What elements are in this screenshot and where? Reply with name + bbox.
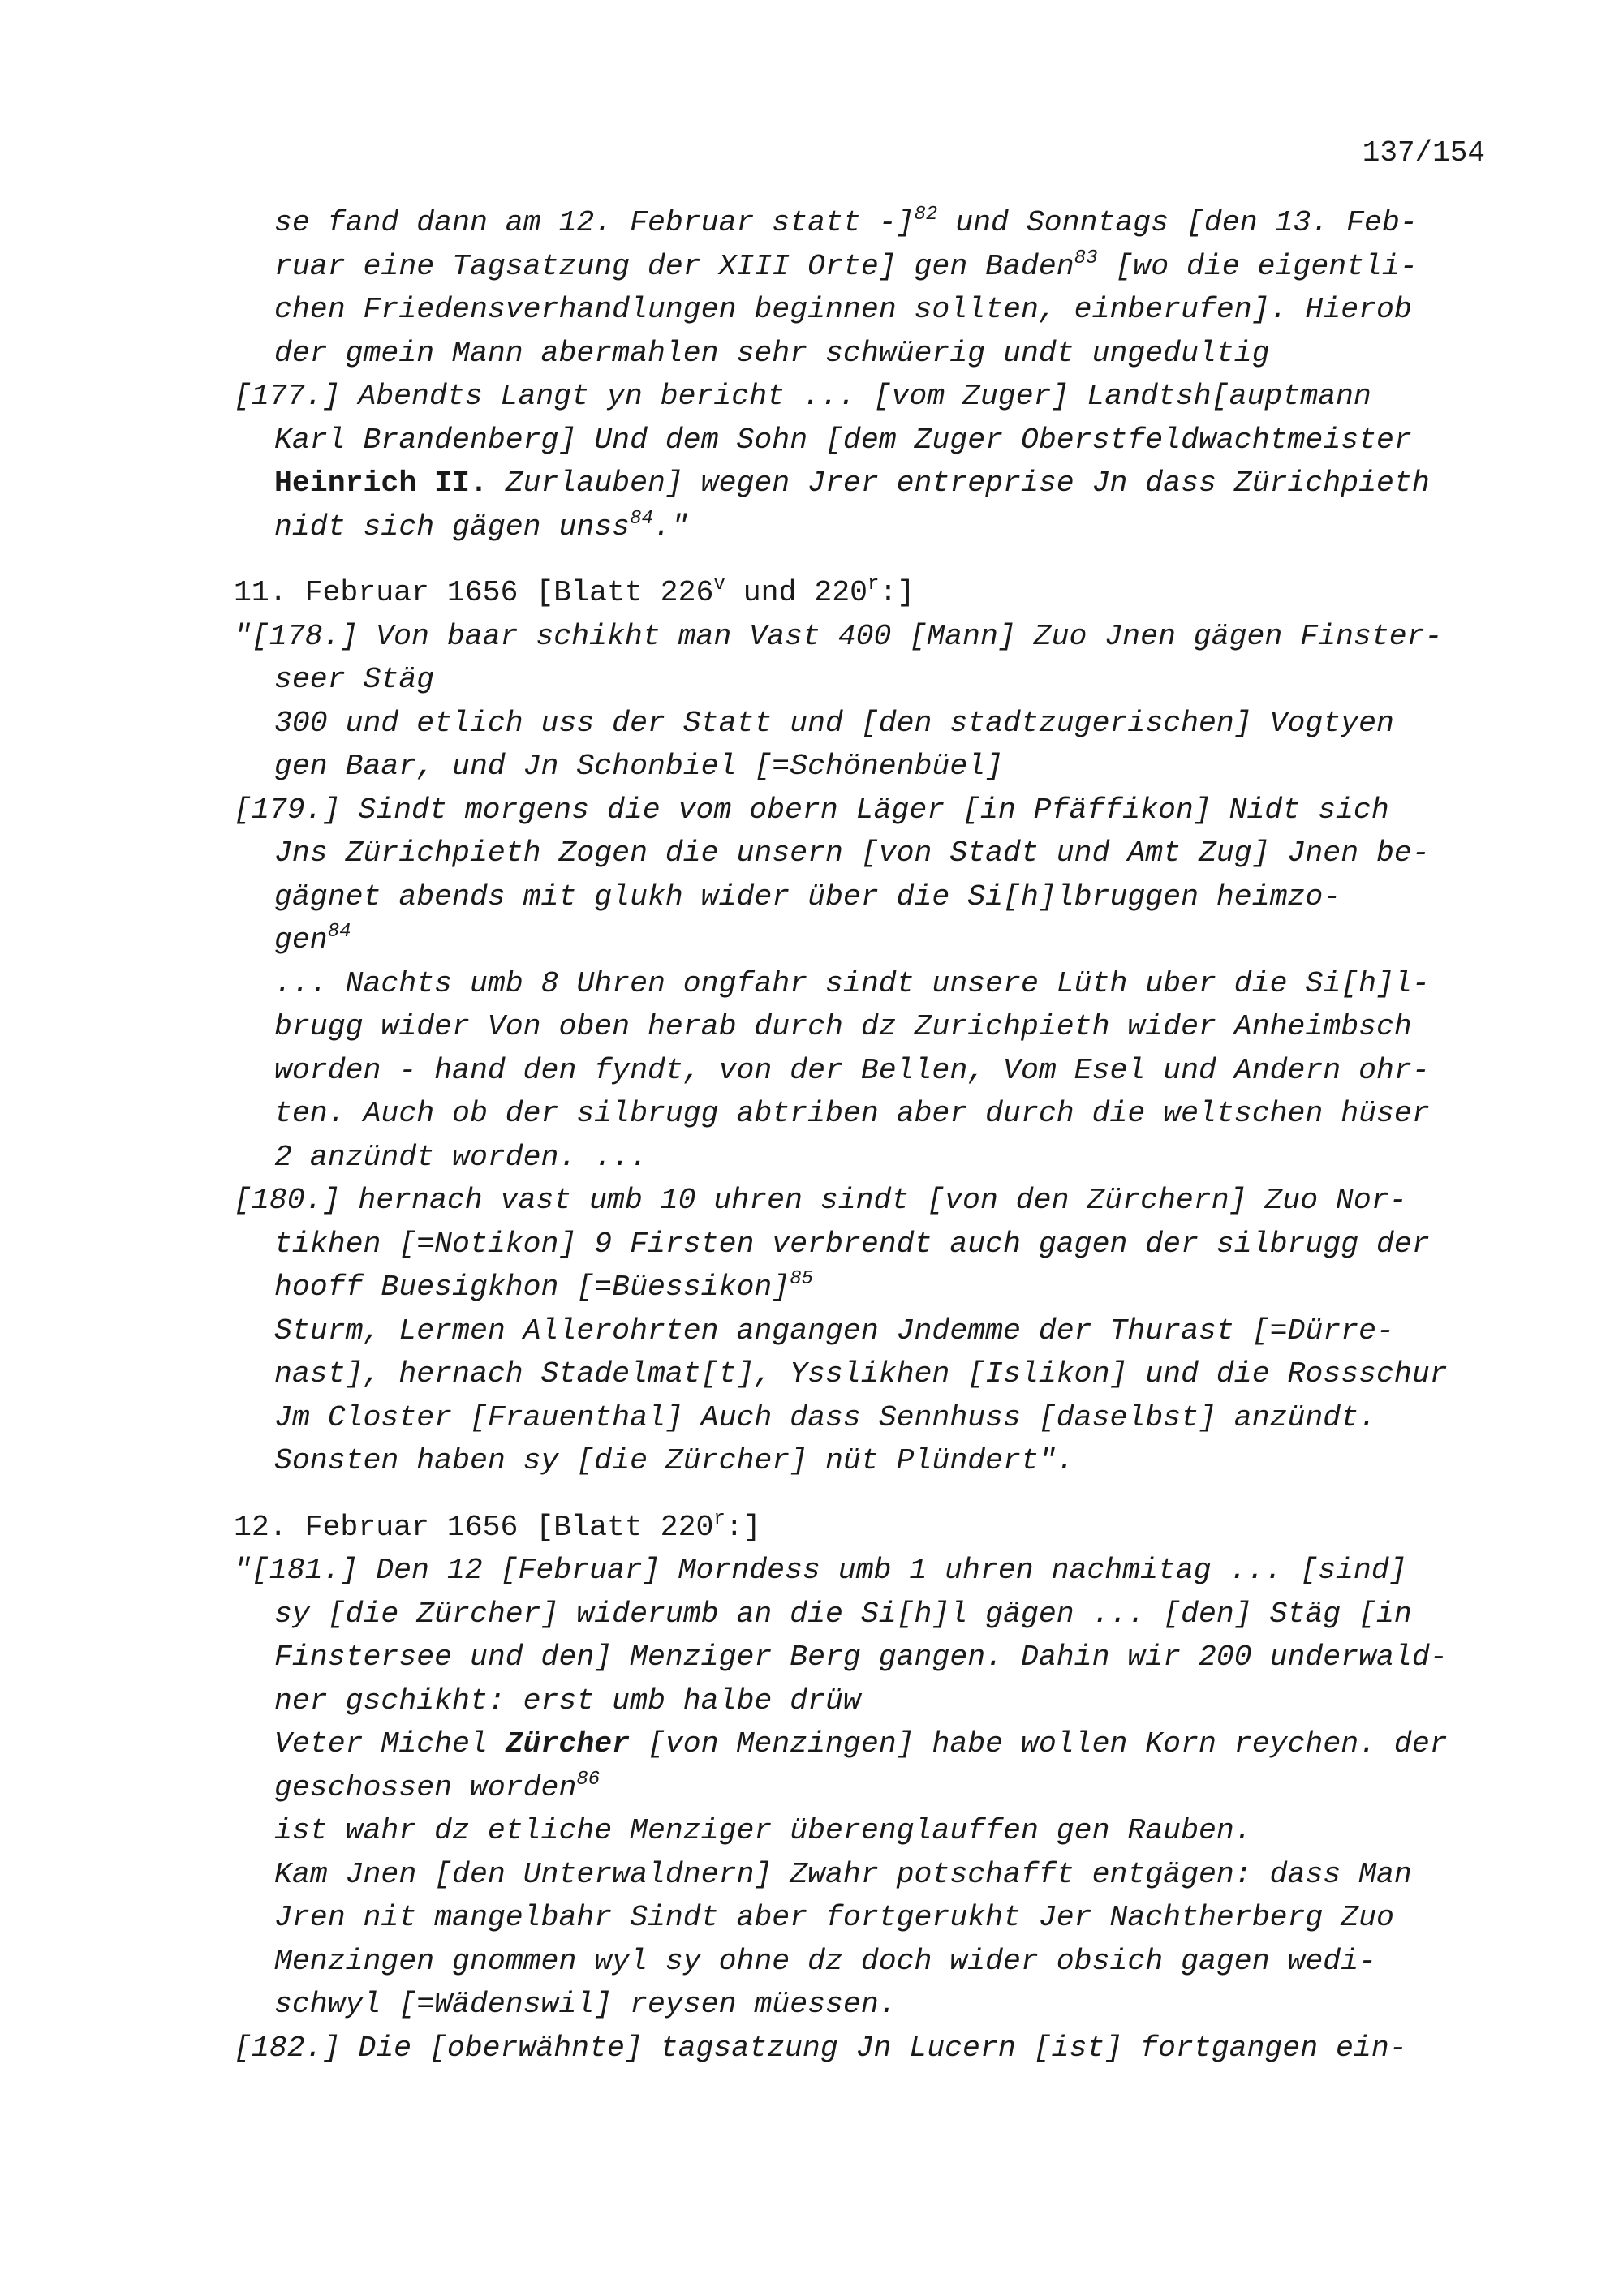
text-line: Sonsten haben sy [die Zürcher] nüt Plündert".	[274, 1444, 1074, 1477]
footnote-ref: 84	[327, 921, 351, 943]
entry-line: "[181.] Den 12 [Februar] Morndess umb 1 uhren nachmitag ... [sind]	[234, 1554, 1407, 1587]
date-heading: 11. Februar 1656 [Blatt 226$^v$ und 220$^r$:]	[234, 574, 915, 609]
text-line: Menzingen gnommen wyl sy ohne dz doch wider obsich gagen wedi-	[274, 1944, 1377, 1978]
text-line: ner gschikht: erst umb halbe drüw	[274, 1683, 861, 1718]
bold-name: Zürcher	[505, 1727, 631, 1761]
text-line: schwyl [=Wädenswil] reysen müessen.	[274, 1988, 897, 2021]
entry-line: [180.] hernach vast umb 10 uhren sindt [von den Zürchern] Zuo Nor-	[234, 1184, 1407, 1217]
footnote-ref: 84	[630, 507, 653, 530]
text-line: ... Nachts umb 8 Uhren ongfahr sindt unsere Lüth uber die Si[h]l-	[274, 966, 1430, 1000]
entry-line: "[178.] Von baar schikht man Vast 400 [Mann] Zuo Jnen gägen Finster-	[234, 619, 1443, 653]
date-heading: 12. Februar 1656 [Blatt 220$^r$:]	[234, 1507, 761, 1544]
entry-line: [179.] Sindt morgens die vom obern Läger [in Pfäffikon] Nidt sich	[234, 793, 1389, 827]
footnote-ref: 83	[1074, 247, 1098, 269]
text-line: nidt sich gägen unss$^{84}$."	[274, 507, 689, 544]
text-line: Sturm, Lermen Allerohrten angangen Jndemme der Thurast [=Dürre-	[274, 1314, 1394, 1348]
text-line: 2 anzündt worden. ...	[274, 1140, 648, 1174]
text-line: 300 und etlich uss der Statt und [den stadtzugerischen] Vogtyen	[274, 706, 1394, 740]
text-line: brugg wider Von oben herab durch dz Zurichpieth wider Anheimbsch	[274, 1010, 1412, 1043]
text-line: hooff Buesigkhon [=Büessikon]$^{85}$	[274, 1268, 814, 1304]
text-line: Karl Brandenberg] Und dem Sohn [dem Zuger Oberstfeldwachtmeister	[274, 423, 1412, 457]
text-line: ten. Auch ob der silbrugg abtriben aber durch die weltschen hüser	[274, 1097, 1430, 1130]
text-line: tikhen [=Notikon] 9 Firsten verbrendt auch gagen der silbrugg der	[274, 1227, 1430, 1261]
text-line: Kam Jnen [den Unterwaldnern] Zwahr potschafft entgägen: dass Man	[274, 1857, 1412, 1891]
text-line: Heinrich II. Zurlauben] wegen Jrer entreprise Jn dass Zürichpieth	[274, 467, 1430, 500]
text-line: Jns Zürichpieth Zogen die unsern [von Stadt und Amt Zug] Jnen be-	[274, 836, 1430, 870]
bold-name: Heinrich II.	[274, 467, 488, 500]
text-line: seer Stäg	[274, 663, 435, 696]
text-line: se fand dann am 12. Februar statt -]$^{82}$ und Sonntags [den 13. Feb-	[274, 204, 1418, 239]
footnote-ref: 85	[790, 1268, 814, 1290]
text-line: chen Friedensverhandlungen beginnen sollten, einberufen]. Hierob	[274, 293, 1412, 326]
text-line: Jm Closter [Frauenthal] Auch dass Sennhuss [daselbst] anzündt.	[274, 1400, 1377, 1434]
entry-line: [182.] Die [oberwähnte] tagsatzung Jn Lucern [ist] fortgangen ein-	[234, 2031, 1407, 2065]
text-line: ruar eine Tagsatzung der XIII Orte] gen Baden$^{83}$ [wo die eigentli-	[274, 247, 1418, 283]
text-line: nast], hernach Stadelmat[t], Ysslikhen [Islikon] und die Rossschur	[274, 1357, 1448, 1391]
document-body	[234, 201, 1500, 2070]
text-line: geschossen worden$^{86}$	[274, 1768, 601, 1804]
text-line: der gmein Mann abermahlen sehr schwüerig undt ungedultig	[274, 336, 1270, 370]
text-line: sy [die Zürcher] widerumb an die Si[h]l gägen ... [den] Stäg [in	[274, 1597, 1412, 1631]
footnote-ref: 86	[576, 1768, 601, 1791]
text-line: Veter Michel Zürcher [von Menzingen] habe wollen Korn reychen. der	[274, 1727, 1448, 1761]
page-number: 137/154	[1362, 136, 1485, 170]
text-line: gen$^{84}$	[274, 921, 351, 957]
text-line: gägnet abends mit glukh wider über die Si[h]lbruggen heimzo-	[274, 879, 1341, 914]
text-line: ist wahr dz etliche Menziger überenglauffen gen Rauben.	[274, 1814, 1252, 1847]
entry-line: [177.] Abendts Langt yn bericht ... [vom Zuger] Landtsh[auptmann	[234, 380, 1371, 413]
text-line: Finstersee und den] Menziger Berg gangen. Dahin wir 200 underwald-	[274, 1640, 1448, 1674]
text-line: gen Baar, und Jn Schonbiel [=Schönenbüel]	[274, 750, 1004, 783]
text-line: Jren nit mangelbahr Sindt aber fortgerukht Jer Nachtherberg Zuo	[274, 1901, 1394, 1934]
text-line: worden - hand den fyndt, von der Bellen, Vom Esel und Andern ohr-	[274, 1053, 1430, 1087]
